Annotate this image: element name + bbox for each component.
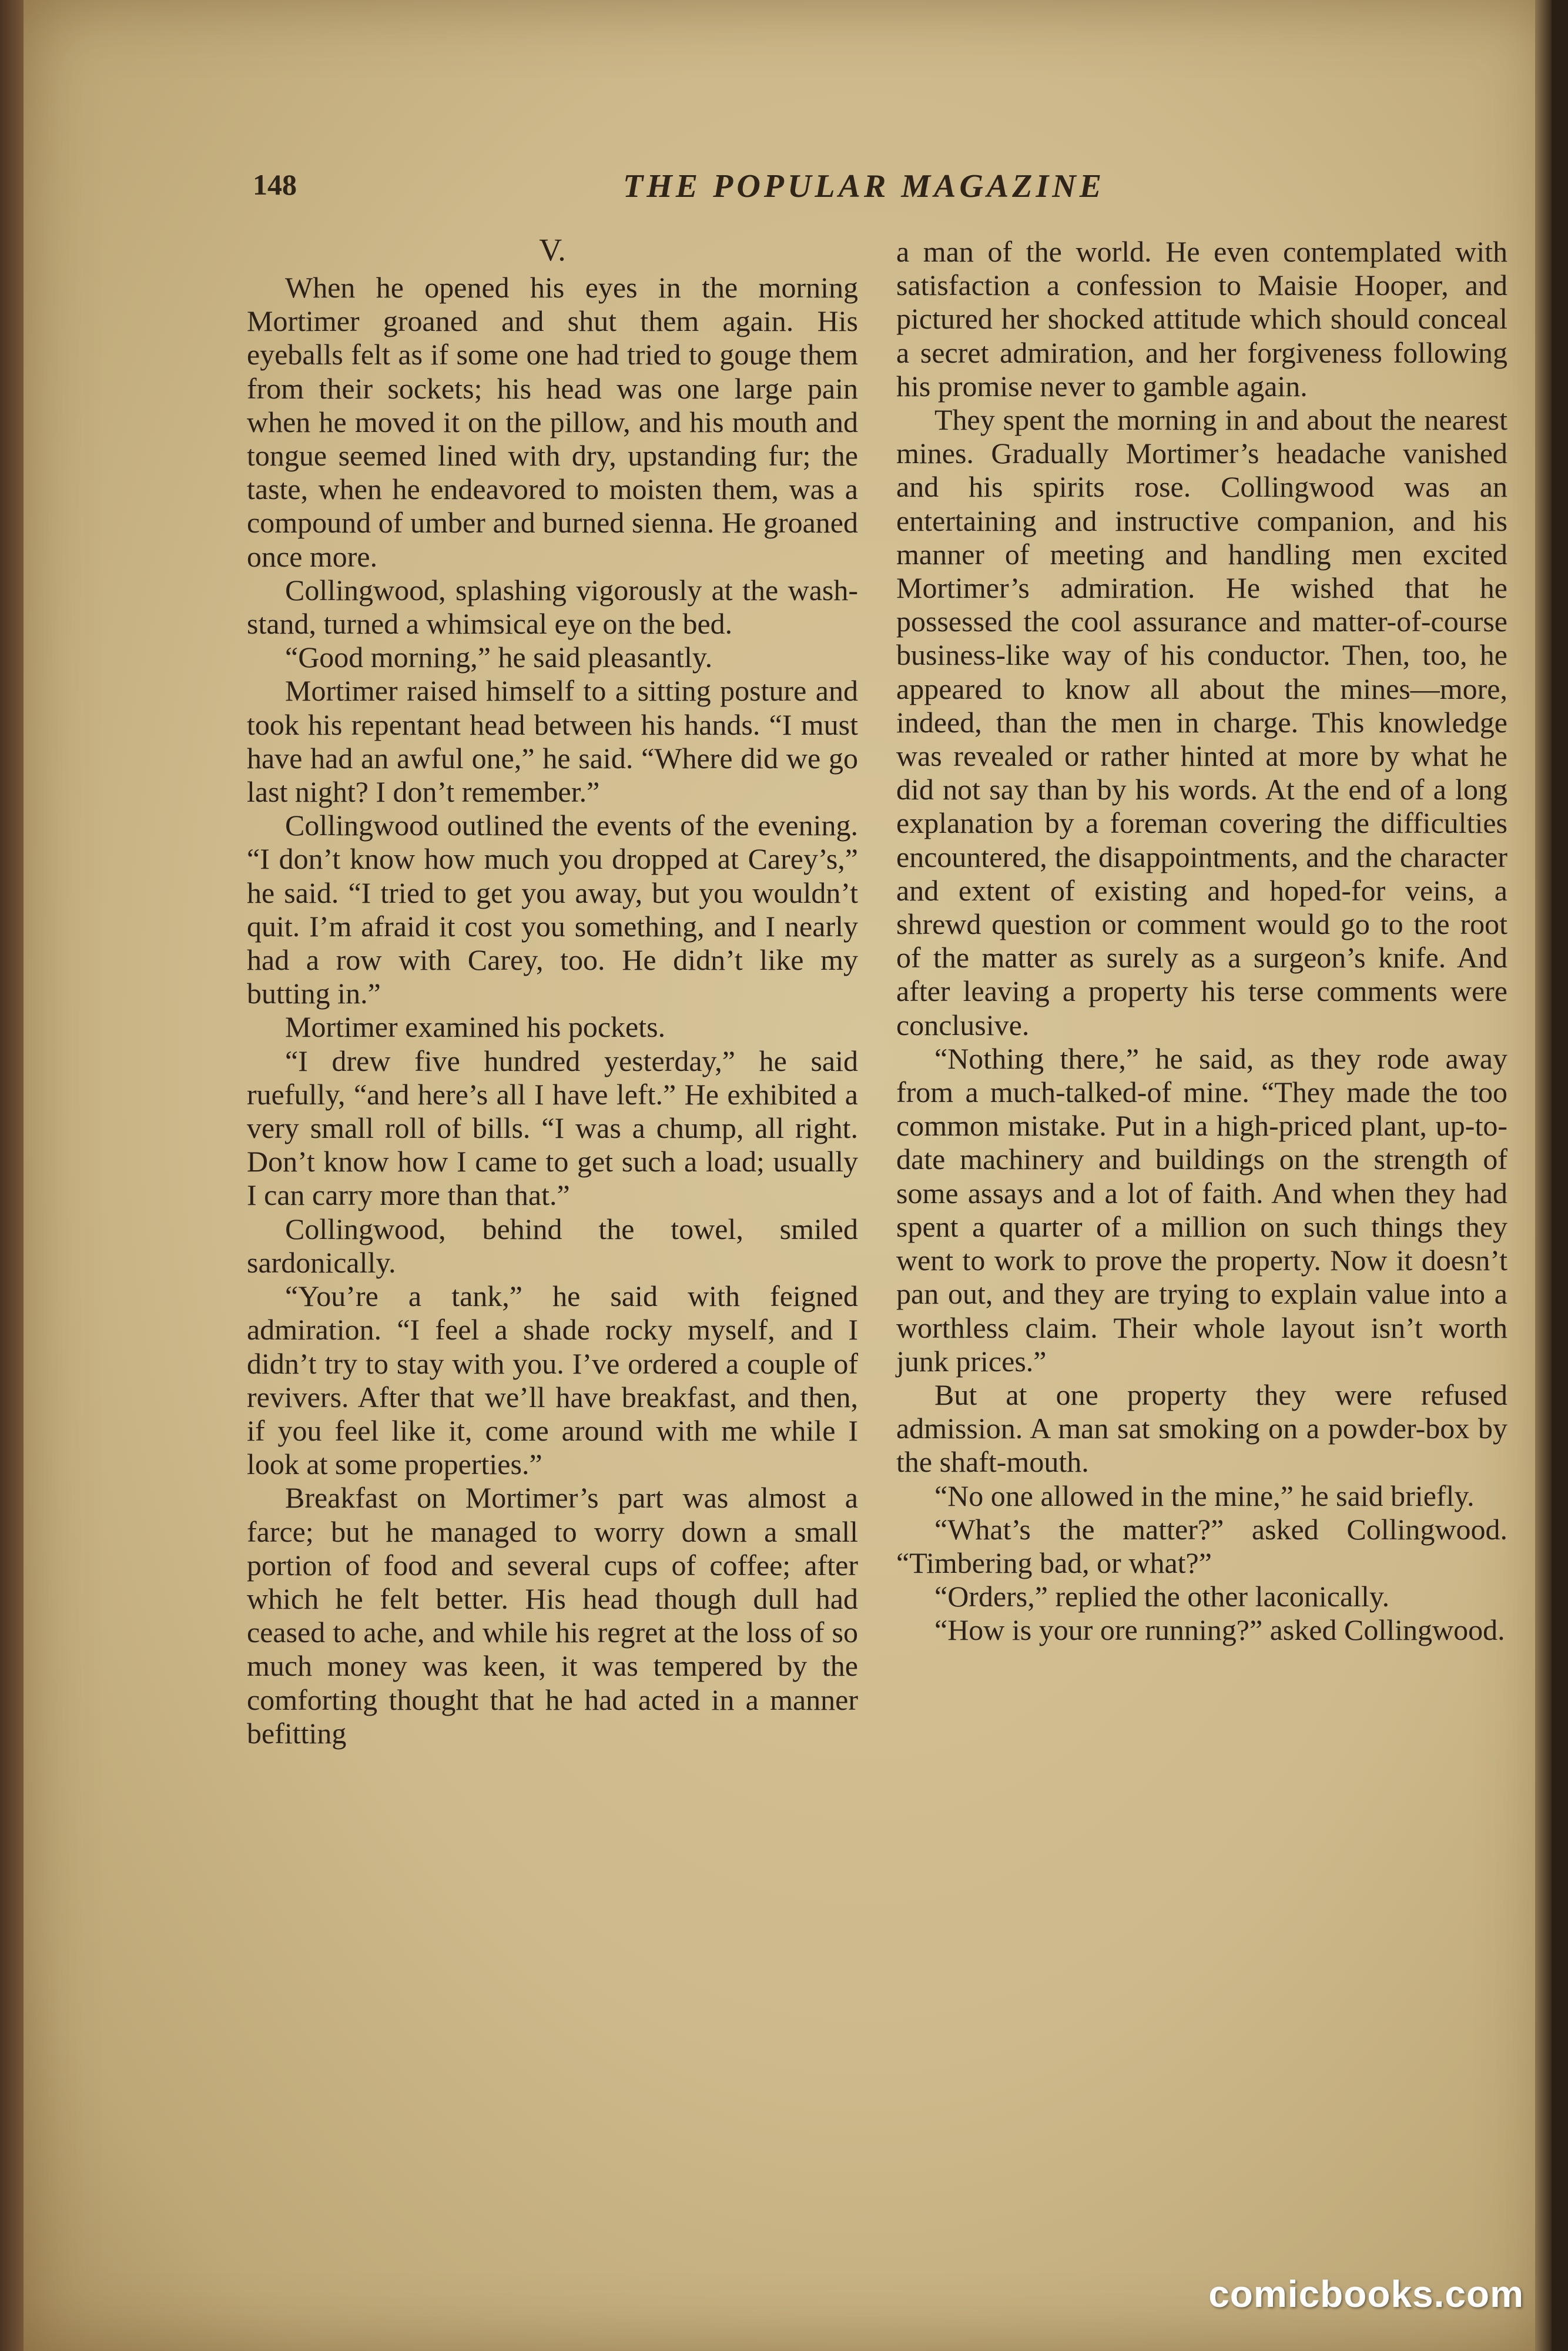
paragraph: “You’re a tank,” he said with feigned admiration. “I feel a shade rocky myself, and I didn’t try to stay with you. I’ve ordered a couple of revivers. After that we’ll have breakfast, and then, if you feel like it, come around with me while I look at some properties.” [247,1280,858,1481]
paragraph: “I drew five hundred yesterday,” he said ruefully, “and here’s all I have left.” He exhibited a very small roll of bills. “I was a chump, all right. Don’t know how I came to get such a load; usually I can carry more than that.” [247,1044,858,1212]
paragraph: “How is your ore running?” asked Collingwood. [934,1613,1505,1647]
paragraph: Collingwood, behind the towel, smiled sardonically. [247,1212,858,1279]
paragraph-continuation: a man of the world. He even contemplated with satisfaction a confession to Maisie Hooper, and pictured her shocked attitude which should conceal a secret admiration, and her forgiveness following his promise never to gamble again. [896,235,1507,403]
paragraph: “Orders,” replied the other laconically. [934,1580,1390,1613]
paragraph: “Nothing there,” he said, as they rode away from a much-talked-of mine. “They made the too common mistake. Put in a high-priced plant, up-to-date machinery and buildings on the strength of some assays and a lot of faith. And when they had spent a quarter of a million on such things they went to work to prove the property. Now it doesn’t pan out, and they are trying to explain value into a worthless claim. Their whole layout isn’t worth junk prices.” [896,1041,1507,1378]
paragraph: Collingwood, splashing vigorously at the wash-stand, turned a whimsical eye on the bed. [247,573,858,641]
left-column [247,232,858,1750]
paragraph: Mortimer examined his pockets. [285,1010,666,1044]
magazine-title: THE POPULAR MAGAZINE [623,168,1105,205]
right-column [896,235,1507,1647]
section-number: V. [539,232,566,267]
paragraph: Mortimer raised himself to a sitting posture and took his repentant head between his hands. “I must have had an awful one,” he said. “Where did we go last night? I don’t remember.” [247,674,858,809]
site-watermark: comicbooks.com [1208,2273,1524,2315]
paragraph: When he opened his eyes in the morning Mortimer groaned and shut them again. His eyeballs felt as if some one had tried to gouge them from their sockets; his head was one large pain when he moved it on the pillow, and his mouth and tongue seemed lined with dry, upstanding fur; the taste, when he endeavored to moisten them, was a compound of umber and burned sienna. He groaned once more. [247,271,858,573]
paragraph: “What’s the matter?” asked Collingwood. “Timbering bad, or what?” [896,1512,1507,1579]
page-header [253,168,1222,209]
page-number: 148 [253,168,297,201]
paragraph: Breakfast on Mortimer’s part was almost a farce; but he managed to worry down a small portion of food and several cups of coffee; after which he felt better. His head though dull had ceased to ache, and while his regret at the loss of so much money was keen, it was tempered by the comforting thought that he had acted in a manner befitting [247,1481,858,1750]
paragraph: But at one property they were refused admission. A man sat smoking on a powder-box by the shaft-mouth. [896,1378,1507,1479]
paragraph: “Good morning,” he said pleasantly. [285,641,713,674]
paragraph: “No one allowed in the mine,” he said briefly. [934,1479,1475,1512]
paragraph: They spent the morning in and about the nearest mines. Gradually Mortimer’s headache vanished and his spirits rose. Collingwood was an entertaining and instructive companion, and his manner of meeting and handling men excited Mortimer’s admiration. He wished that he possessed the cool assurance and matter-of-course business-like way of his conductor. Then, too, he appeared to know all about the mines—more, indeed, than the men in charge. This knowledge was revealed or rather hinted at more by what he did not say than by his words. At the end of a long explanation by a foreman covering the difficulties encountered, the disappointments, and the character and extent of existing and hoped-for veins, a shrewd question or comment would go to the root of the matter as surely as a surgeon’s knife. And after leaving a property his terse comments were conclusive. [896,403,1507,1041]
page-edge [1535,0,1552,2351]
paragraph: Collingwood outlined the events of the evening. “I don’t know how much you dropped at Carey’s,” he said. “I tried to get you away, but you wouldn’t quit. I’m afraid it cost you something, and I nearly had a row with Carey, too. He didn’t like my butting in.” [247,809,858,1010]
